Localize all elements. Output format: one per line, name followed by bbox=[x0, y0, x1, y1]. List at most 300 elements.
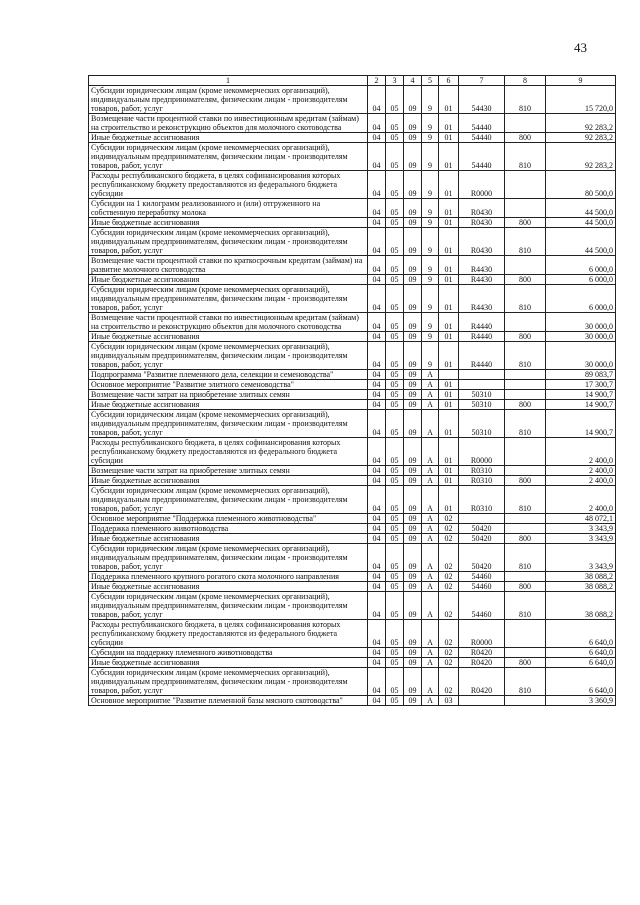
event-code-cell: 02 bbox=[439, 592, 459, 620]
section-code-cell: 04 bbox=[368, 370, 386, 380]
subprogram-code-cell: A bbox=[422, 592, 439, 620]
subsection-code-cell: 05 bbox=[386, 648, 404, 658]
subprogram-code-cell: 9 bbox=[422, 275, 439, 285]
expense-type-cell: 800 bbox=[505, 218, 546, 228]
expense-type-cell bbox=[505, 438, 546, 466]
row-name-cell: Возмещение части процентной ставки по инвестиционным кредитам (займам) на строительство и реконструкцию объектов для молочного скотоводства bbox=[89, 114, 368, 133]
section-code-cell: 04 bbox=[368, 275, 386, 285]
program-code-cell: 09 bbox=[404, 114, 422, 133]
subprogram-code-cell: A bbox=[422, 380, 439, 390]
row-name-cell: Иные бюджетные ассигнования bbox=[89, 534, 368, 544]
expense-type-cell: 810 bbox=[505, 486, 546, 514]
table-row bbox=[89, 544, 616, 572]
amount-cell: 92 283,2 bbox=[546, 114, 616, 133]
event-code-cell: 02 bbox=[439, 658, 459, 668]
section-code-cell: 04 bbox=[368, 400, 386, 410]
table-row bbox=[89, 370, 616, 380]
table-row bbox=[89, 476, 616, 486]
direction-code-cell: R0420 bbox=[459, 658, 505, 668]
amount-cell: 92 283,2 bbox=[546, 143, 616, 171]
amount-cell: 17 300,7 bbox=[546, 380, 616, 390]
direction-code-cell: R0000 bbox=[459, 620, 505, 648]
expense-type-cell: 800 bbox=[505, 476, 546, 486]
expense-type-cell bbox=[505, 199, 546, 218]
subsection-code-cell: 05 bbox=[386, 256, 404, 275]
column-header: 7 bbox=[459, 76, 505, 86]
event-code-cell: 01 bbox=[439, 143, 459, 171]
expense-type-cell bbox=[505, 620, 546, 648]
row-name-cell: Расходы республиканского бюджета, в целях софинансирования которых республиканскому бюджету предоставляются из федерального бюджета субсидии bbox=[89, 620, 368, 648]
subprogram-code-cell: A bbox=[422, 476, 439, 486]
row-name-cell: Субсидии юридическим лицам (кроме некоммерческих организаций), индивидуальным предпринимателям, физическим лицам - производителям товаров, работ, услуг bbox=[89, 285, 368, 313]
event-code-cell: 01 bbox=[439, 438, 459, 466]
amount-cell: 6 640,0 bbox=[546, 620, 616, 648]
program-code-cell: 09 bbox=[404, 534, 422, 544]
row-name-cell: Субсидии юридическим лицам (кроме некоммерческих организаций), индивидуальным предпринимателям, физическим лицам - производителям товаров, работ, услуг bbox=[89, 143, 368, 171]
program-code-cell: 09 bbox=[404, 342, 422, 370]
direction-code-cell bbox=[459, 380, 505, 390]
table-row bbox=[89, 466, 616, 476]
table-row bbox=[89, 275, 616, 285]
row-name-cell: Иные бюджетные ассигнования bbox=[89, 582, 368, 592]
column-header: 8 bbox=[505, 76, 546, 86]
table-row bbox=[89, 86, 616, 114]
program-code-cell: 09 bbox=[404, 143, 422, 171]
row-name-cell: Поддержка племенного крупного рогатого скота молочного направления bbox=[89, 572, 368, 582]
row-name-cell: Субсидии на поддержку племенного животноводства bbox=[89, 648, 368, 658]
subsection-code-cell: 05 bbox=[386, 486, 404, 514]
amount-cell: 44 500,0 bbox=[546, 199, 616, 218]
expense-type-cell: 810 bbox=[505, 86, 546, 114]
subsection-code-cell: 05 bbox=[386, 218, 404, 228]
amount-cell: 44 500,0 bbox=[546, 228, 616, 256]
direction-code-cell: 50310 bbox=[459, 410, 505, 438]
subsection-code-cell: 05 bbox=[386, 438, 404, 466]
subprogram-code-cell: A bbox=[422, 370, 439, 380]
event-code-cell: 01 bbox=[439, 133, 459, 143]
subsection-code-cell: 05 bbox=[386, 410, 404, 438]
program-code-cell: 09 bbox=[404, 218, 422, 228]
subprogram-code-cell: 9 bbox=[422, 143, 439, 171]
subprogram-code-cell: A bbox=[422, 572, 439, 582]
section-code-cell: 04 bbox=[368, 524, 386, 534]
section-code-cell: 04 bbox=[368, 572, 386, 582]
direction-code-cell: 50310 bbox=[459, 400, 505, 410]
row-name-cell: Расходы республиканского бюджета, в целях софинансирования которых республиканскому бюджету предоставляются из федерального бюджета субсидии bbox=[89, 438, 368, 466]
subprogram-code-cell: 9 bbox=[422, 313, 439, 332]
event-code-cell: 01 bbox=[439, 218, 459, 228]
expense-type-cell: 810 bbox=[505, 143, 546, 171]
section-code-cell: 04 bbox=[368, 668, 386, 696]
table-row bbox=[89, 143, 616, 171]
subsection-code-cell: 05 bbox=[386, 313, 404, 332]
subsection-code-cell: 05 bbox=[386, 582, 404, 592]
table-row bbox=[89, 582, 616, 592]
program-code-cell: 09 bbox=[404, 400, 422, 410]
event-code-cell bbox=[439, 370, 459, 380]
subsection-code-cell: 05 bbox=[386, 658, 404, 668]
expense-type-cell bbox=[505, 380, 546, 390]
event-code-cell: 01 bbox=[439, 256, 459, 275]
row-name-cell: Субсидии юридическим лицам (кроме некоммерческих организаций), индивидуальным предпринимателям, физическим лицам - производителям товаров, работ, услуг bbox=[89, 86, 368, 114]
amount-cell: 2 400,0 bbox=[546, 438, 616, 466]
expense-type-cell: 800 bbox=[505, 332, 546, 342]
table-row bbox=[89, 285, 616, 313]
direction-code-cell: R0430 bbox=[459, 218, 505, 228]
program-code-cell: 09 bbox=[404, 390, 422, 400]
amount-cell: 30 000,0 bbox=[546, 332, 616, 342]
subsection-code-cell: 05 bbox=[386, 285, 404, 313]
expense-type-cell: 810 bbox=[505, 228, 546, 256]
subprogram-code-cell: A bbox=[422, 668, 439, 696]
expense-type-cell: 810 bbox=[505, 592, 546, 620]
expense-type-cell bbox=[505, 114, 546, 133]
subsection-code-cell: 05 bbox=[386, 370, 404, 380]
section-code-cell: 04 bbox=[368, 390, 386, 400]
section-code-cell: 04 bbox=[368, 143, 386, 171]
table-row bbox=[89, 658, 616, 668]
subprogram-code-cell: 9 bbox=[422, 114, 439, 133]
section-code-cell: 04 bbox=[368, 256, 386, 275]
program-code-cell: 09 bbox=[404, 86, 422, 114]
section-code-cell: 04 bbox=[368, 544, 386, 572]
section-code-cell: 04 bbox=[368, 438, 386, 466]
direction-code-cell: R4430 bbox=[459, 256, 505, 275]
amount-cell: 6 640,0 bbox=[546, 658, 616, 668]
section-code-cell: 04 bbox=[368, 582, 386, 592]
subprogram-code-cell: 9 bbox=[422, 133, 439, 143]
program-code-cell: 09 bbox=[404, 620, 422, 648]
event-code-cell: 01 bbox=[439, 342, 459, 370]
program-code-cell: 09 bbox=[404, 476, 422, 486]
table-row bbox=[89, 534, 616, 544]
event-code-cell: 01 bbox=[439, 285, 459, 313]
page-number: 43 bbox=[574, 40, 587, 55]
direction-code-cell: 50420 bbox=[459, 534, 505, 544]
subsection-code-cell: 05 bbox=[386, 668, 404, 696]
subprogram-code-cell: A bbox=[422, 410, 439, 438]
row-name-cell: Возмещение части затрат на приобретение элитных семян bbox=[89, 390, 368, 400]
event-code-cell: 02 bbox=[439, 534, 459, 544]
program-code-cell: 09 bbox=[404, 648, 422, 658]
amount-cell: 3 343,9 bbox=[546, 524, 616, 534]
section-code-cell: 04 bbox=[368, 410, 386, 438]
amount-cell: 6 640,0 bbox=[546, 668, 616, 696]
subsection-code-cell: 05 bbox=[386, 620, 404, 648]
event-code-cell: 02 bbox=[439, 524, 459, 534]
subsection-code-cell: 05 bbox=[386, 696, 404, 706]
event-code-cell: 02 bbox=[439, 668, 459, 696]
event-code-cell: 01 bbox=[439, 486, 459, 514]
subsection-code-cell: 05 bbox=[386, 133, 404, 143]
subsection-code-cell: 05 bbox=[386, 275, 404, 285]
program-code-cell: 09 bbox=[404, 524, 422, 534]
program-code-cell: 09 bbox=[404, 544, 422, 572]
subprogram-code-cell: 9 bbox=[422, 228, 439, 256]
amount-cell: 44 500,0 bbox=[546, 218, 616, 228]
event-code-cell: 03 bbox=[439, 696, 459, 706]
subsection-code-cell: 05 bbox=[386, 466, 404, 476]
subsection-code-cell: 05 bbox=[386, 228, 404, 256]
subprogram-code-cell: A bbox=[422, 648, 439, 658]
program-code-cell: 09 bbox=[404, 696, 422, 706]
subprogram-code-cell: 9 bbox=[422, 86, 439, 114]
amount-cell: 92 283,2 bbox=[546, 133, 616, 143]
direction-code-cell: 54440 bbox=[459, 133, 505, 143]
amount-cell: 15 720,0 bbox=[546, 86, 616, 114]
section-code-cell: 04 bbox=[368, 313, 386, 332]
amount-cell: 14 900,7 bbox=[546, 410, 616, 438]
direction-code-cell: R0000 bbox=[459, 171, 505, 199]
table-row bbox=[89, 410, 616, 438]
direction-code-cell bbox=[459, 514, 505, 524]
direction-code-cell: 54440 bbox=[459, 114, 505, 133]
program-code-cell: 09 bbox=[404, 658, 422, 668]
section-code-cell: 04 bbox=[368, 466, 386, 476]
subsection-code-cell: 05 bbox=[386, 572, 404, 582]
event-code-cell: 01 bbox=[439, 476, 459, 486]
row-name-cell: Основное мероприятие "Развитие племенной базы мясного скотоводства" bbox=[89, 696, 368, 706]
subsection-code-cell: 05 bbox=[386, 514, 404, 524]
subprogram-code-cell: A bbox=[422, 466, 439, 476]
event-code-cell: 01 bbox=[439, 86, 459, 114]
table-row bbox=[89, 114, 616, 133]
program-code-cell: 09 bbox=[404, 592, 422, 620]
expense-type-cell bbox=[505, 313, 546, 332]
event-code-cell: 01 bbox=[439, 313, 459, 332]
table-row bbox=[89, 524, 616, 534]
table-row bbox=[89, 514, 616, 524]
section-code-cell: 04 bbox=[368, 86, 386, 114]
subsection-code-cell: 05 bbox=[386, 592, 404, 620]
subprogram-code-cell: A bbox=[422, 534, 439, 544]
subprogram-code-cell: 9 bbox=[422, 285, 439, 313]
row-name-cell: Субсидии юридическим лицам (кроме некоммерческих организаций), индивидуальным предпринимателям, физическим лицам - производителям товаров, работ, услуг bbox=[89, 486, 368, 514]
subsection-code-cell: 05 bbox=[386, 199, 404, 218]
program-code-cell: 09 bbox=[404, 256, 422, 275]
row-name-cell: Иные бюджетные ассигнования bbox=[89, 275, 368, 285]
subsection-code-cell: 05 bbox=[386, 171, 404, 199]
event-code-cell: 02 bbox=[439, 544, 459, 572]
subprogram-code-cell: A bbox=[422, 620, 439, 648]
subprogram-code-cell: A bbox=[422, 514, 439, 524]
subsection-code-cell: 05 bbox=[386, 332, 404, 342]
expense-type-cell: 800 bbox=[505, 133, 546, 143]
row-name-cell: Иные бюджетные ассигнования bbox=[89, 332, 368, 342]
row-name-cell: Субсидии юридическим лицам (кроме некоммерческих организаций), индивидуальным предпринимателям, физическим лицам - производителям товаров, работ, услуг bbox=[89, 410, 368, 438]
table-row bbox=[89, 620, 616, 648]
row-name-cell: Возмещение части затрат на приобретение элитных семян bbox=[89, 466, 368, 476]
program-code-cell: 09 bbox=[404, 171, 422, 199]
amount-cell: 2 400,0 bbox=[546, 486, 616, 514]
table-row bbox=[89, 133, 616, 143]
direction-code-cell: 54460 bbox=[459, 582, 505, 592]
expense-type-cell bbox=[505, 572, 546, 582]
program-code-cell: 09 bbox=[404, 572, 422, 582]
subsection-code-cell: 05 bbox=[386, 342, 404, 370]
direction-code-cell bbox=[459, 696, 505, 706]
direction-code-cell: R0430 bbox=[459, 228, 505, 256]
event-code-cell: 01 bbox=[439, 390, 459, 400]
expense-type-cell bbox=[505, 390, 546, 400]
section-code-cell: 04 bbox=[368, 534, 386, 544]
amount-cell: 30 000,0 bbox=[546, 342, 616, 370]
program-code-cell: 09 bbox=[404, 466, 422, 476]
column-header: 4 bbox=[404, 76, 422, 86]
event-code-cell: 01 bbox=[439, 466, 459, 476]
column-header: 5 bbox=[422, 76, 439, 86]
expense-type-cell bbox=[505, 171, 546, 199]
amount-cell: 14 900,7 bbox=[546, 400, 616, 410]
section-code-cell: 04 bbox=[368, 133, 386, 143]
subsection-code-cell: 05 bbox=[386, 380, 404, 390]
subsection-code-cell: 05 bbox=[386, 143, 404, 171]
subprogram-code-cell: 9 bbox=[422, 256, 439, 275]
subsection-code-cell: 05 bbox=[386, 544, 404, 572]
direction-code-cell: R0430 bbox=[459, 199, 505, 218]
program-code-cell: 09 bbox=[404, 410, 422, 438]
table-row bbox=[89, 380, 616, 390]
subprogram-code-cell: A bbox=[422, 486, 439, 514]
row-name-cell: Иные бюджетные ассигнования bbox=[89, 400, 368, 410]
column-header: 2 bbox=[368, 76, 386, 86]
table-row bbox=[89, 218, 616, 228]
subprogram-code-cell: A bbox=[422, 390, 439, 400]
subprogram-code-cell: A bbox=[422, 582, 439, 592]
expense-type-cell bbox=[505, 514, 546, 524]
section-code-cell: 04 bbox=[368, 380, 386, 390]
direction-code-cell: R4430 bbox=[459, 275, 505, 285]
direction-code-cell: R0310 bbox=[459, 486, 505, 514]
program-code-cell: 09 bbox=[404, 370, 422, 380]
subprogram-code-cell: 9 bbox=[422, 218, 439, 228]
table-header-row bbox=[89, 76, 616, 86]
event-code-cell: 02 bbox=[439, 620, 459, 648]
table-row bbox=[89, 390, 616, 400]
direction-code-cell: R0310 bbox=[459, 476, 505, 486]
table-row bbox=[89, 313, 616, 332]
direction-code-cell: R0310 bbox=[459, 466, 505, 476]
row-name-cell: Расходы республиканского бюджета, в целях софинансирования которых республиканскому бюджету предоставляются из федерального бюджета субсидии bbox=[89, 171, 368, 199]
section-code-cell: 04 bbox=[368, 218, 386, 228]
row-name-cell: Субсидии на 1 килограмм реализованного и (или) отгруженного на собственную переработку молока bbox=[89, 199, 368, 218]
table-row bbox=[89, 228, 616, 256]
event-code-cell: 02 bbox=[439, 572, 459, 582]
subprogram-code-cell: A bbox=[422, 658, 439, 668]
section-code-cell: 04 bbox=[368, 228, 386, 256]
expense-type-cell: 810 bbox=[505, 342, 546, 370]
section-code-cell: 04 bbox=[368, 648, 386, 658]
program-code-cell: 09 bbox=[404, 514, 422, 524]
direction-code-cell: 54440 bbox=[459, 143, 505, 171]
amount-cell: 48 072,1 bbox=[546, 514, 616, 524]
direction-code-cell: R0000 bbox=[459, 438, 505, 466]
subsection-code-cell: 05 bbox=[386, 114, 404, 133]
direction-code-cell: R4440 bbox=[459, 332, 505, 342]
table-row bbox=[89, 400, 616, 410]
program-code-cell: 09 bbox=[404, 332, 422, 342]
amount-cell: 6 000,0 bbox=[546, 285, 616, 313]
section-code-cell: 04 bbox=[368, 514, 386, 524]
subsection-code-cell: 05 bbox=[386, 390, 404, 400]
table-body bbox=[89, 86, 616, 706]
amount-cell: 38 088,2 bbox=[546, 572, 616, 582]
expense-type-cell: 800 bbox=[505, 658, 546, 668]
expense-type-cell bbox=[505, 648, 546, 658]
event-code-cell: 01 bbox=[439, 171, 459, 199]
amount-cell: 38 088,2 bbox=[546, 592, 616, 620]
subprogram-code-cell: A bbox=[422, 696, 439, 706]
section-code-cell: 04 bbox=[368, 476, 386, 486]
amount-cell: 38 088,2 bbox=[546, 582, 616, 592]
row-name-cell: Субсидии юридическим лицам (кроме некоммерческих организаций), индивидуальным предпринимателям, физическим лицам - производителям товаров, работ, услуг bbox=[89, 228, 368, 256]
budget-table bbox=[88, 75, 616, 706]
table-row bbox=[89, 332, 616, 342]
event-code-cell: 01 bbox=[439, 228, 459, 256]
subsection-code-cell: 05 bbox=[386, 534, 404, 544]
direction-code-cell: 50420 bbox=[459, 544, 505, 572]
expense-type-cell bbox=[505, 524, 546, 534]
expense-type-cell bbox=[505, 696, 546, 706]
row-name-cell: Иные бюджетные ассигнования bbox=[89, 218, 368, 228]
row-name-cell: Субсидии юридическим лицам (кроме некоммерческих организаций), индивидуальным предпринимателям, физическим лицам - производителям товаров, работ, услуг bbox=[89, 544, 368, 572]
expense-type-cell bbox=[505, 466, 546, 476]
table-row bbox=[89, 486, 616, 514]
program-code-cell: 09 bbox=[404, 285, 422, 313]
subprogram-code-cell: A bbox=[422, 438, 439, 466]
direction-code-cell: 50420 bbox=[459, 524, 505, 534]
amount-cell: 6 640,0 bbox=[546, 648, 616, 658]
direction-code-cell: R0420 bbox=[459, 668, 505, 696]
row-name-cell: Подпрограмма "Развитие племенного дела, селекции и семеноводства" bbox=[89, 370, 368, 380]
subprogram-code-cell: A bbox=[422, 524, 439, 534]
amount-cell: 30 000,0 bbox=[546, 313, 616, 332]
amount-cell: 3 343,9 bbox=[546, 544, 616, 572]
row-name-cell: Основное мероприятие "Поддержка племенного животноводства" bbox=[89, 514, 368, 524]
event-code-cell: 01 bbox=[439, 380, 459, 390]
row-name-cell: Иные бюджетные ассигнования bbox=[89, 476, 368, 486]
direction-code-cell: R4430 bbox=[459, 285, 505, 313]
expense-type-cell: 800 bbox=[505, 275, 546, 285]
program-code-cell: 09 bbox=[404, 199, 422, 218]
event-code-cell: 01 bbox=[439, 332, 459, 342]
program-code-cell: 09 bbox=[404, 275, 422, 285]
section-code-cell: 04 bbox=[368, 696, 386, 706]
section-code-cell: 04 bbox=[368, 285, 386, 313]
program-code-cell: 09 bbox=[404, 133, 422, 143]
expense-type-cell bbox=[505, 256, 546, 275]
subprogram-code-cell: 9 bbox=[422, 332, 439, 342]
section-code-cell: 04 bbox=[368, 199, 386, 218]
subprogram-code-cell: A bbox=[422, 400, 439, 410]
subsection-code-cell: 05 bbox=[386, 86, 404, 114]
amount-cell: 3 360,9 bbox=[546, 696, 616, 706]
row-name-cell: Основное мероприятие "Развитие элитного семеноводства" bbox=[89, 380, 368, 390]
event-code-cell: 02 bbox=[439, 648, 459, 658]
section-code-cell: 04 bbox=[368, 658, 386, 668]
expense-type-cell: 810 bbox=[505, 410, 546, 438]
subsection-code-cell: 05 bbox=[386, 524, 404, 534]
expense-type-cell: 800 bbox=[505, 582, 546, 592]
event-code-cell: 01 bbox=[439, 114, 459, 133]
row-name-cell: Поддержка племенного животноводства bbox=[89, 524, 368, 534]
amount-cell: 14 900,7 bbox=[546, 390, 616, 400]
row-name-cell: Субсидии юридическим лицам (кроме некоммерческих организаций), индивидуальным предпринимателям, физическим лицам - производителям товаров, работ, услуг bbox=[89, 668, 368, 696]
program-code-cell: 09 bbox=[404, 438, 422, 466]
program-code-cell: 09 bbox=[404, 668, 422, 696]
row-name-cell: Субсидии юридическим лицам (кроме некоммерческих организаций), индивидуальным предпринимателям, физическим лицам - производителям товаров, работ, услуг bbox=[89, 342, 368, 370]
subprogram-code-cell: A bbox=[422, 544, 439, 572]
